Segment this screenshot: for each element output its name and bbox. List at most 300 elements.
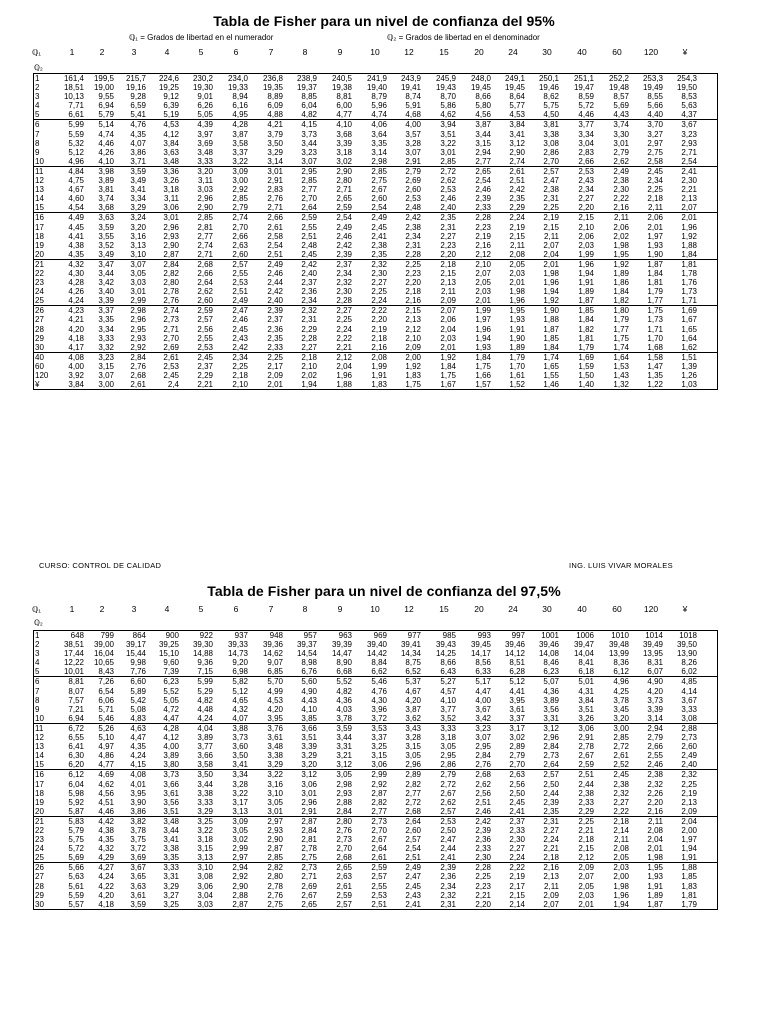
table-cell: 1,88 xyxy=(681,863,697,873)
table-cell: 5,96 xyxy=(371,101,387,111)
table-cell: 3,18 xyxy=(163,185,179,195)
table-cell: 2,04 xyxy=(336,361,352,371)
row-group xyxy=(34,816,717,862)
table-row xyxy=(34,844,717,853)
table-cell: 1,94 xyxy=(613,899,629,909)
table-cell: 1,98 xyxy=(647,853,663,863)
table-cell: 4,53 xyxy=(163,120,179,130)
table-cell: 2,27 xyxy=(578,194,594,204)
table-cell: 3,87 xyxy=(405,704,421,714)
table-cell: 2,71 xyxy=(681,147,697,157)
table-cell: 4,35 xyxy=(130,742,146,752)
table-cell: 2,87 xyxy=(301,816,317,826)
column-header-cell: 6 xyxy=(233,47,239,57)
table-cell: 1,86 xyxy=(613,278,629,288)
table-cell: 4,00 xyxy=(163,742,179,752)
table-cell: 8,56 xyxy=(475,658,491,668)
table-cell: 2,37 xyxy=(267,315,283,325)
table-cell: 19,48 xyxy=(608,83,629,93)
table-row xyxy=(34,185,717,194)
table-row xyxy=(34,631,717,640)
table-cell: 2,35 xyxy=(543,806,559,816)
table-row xyxy=(34,306,717,315)
table-cell: 3,67 xyxy=(681,695,697,705)
table-cell: 2,02 xyxy=(301,371,317,380)
table-cell: 2,61 xyxy=(336,881,352,891)
table-cell: 4,46 xyxy=(98,806,114,816)
table-cell: 1,95 xyxy=(647,863,663,873)
table-cell: 4,40 xyxy=(647,110,663,120)
table-cell: 3,23 xyxy=(301,147,317,157)
table-cell: 19,16 xyxy=(125,83,146,93)
table-cell: 2,68 xyxy=(336,853,352,863)
column-header-cell: 4 xyxy=(164,47,170,57)
table-row xyxy=(34,92,717,101)
table-cell: 2,01 xyxy=(647,222,663,232)
table-row xyxy=(34,157,717,166)
table-cell: 2,36 xyxy=(267,324,283,334)
table-cell: 3,21 xyxy=(336,751,352,761)
table-cell: 2,88 xyxy=(681,723,697,733)
table-row xyxy=(34,760,717,769)
row-df-label: 18 xyxy=(35,788,44,798)
table-cell: 6,04 xyxy=(301,101,317,111)
row-group xyxy=(34,676,717,722)
table-cell: 2,34 xyxy=(440,881,456,891)
table-cell: 2,54 xyxy=(681,156,697,166)
table-cell: 2,12 xyxy=(405,324,421,334)
table-cell: 4,76 xyxy=(130,120,146,130)
table-cell: 3,89 xyxy=(98,176,114,186)
table-cell: 8,51 xyxy=(509,658,525,668)
table-cell: 2,47 xyxy=(543,176,559,186)
table-cell: 19,50 xyxy=(676,83,697,93)
table-cell: 2,75 xyxy=(647,147,663,157)
table-cell: 2,38 xyxy=(371,240,387,250)
table-cell: 4,36 xyxy=(543,686,559,696)
table-cell: 7,21 xyxy=(68,704,84,714)
table-cell: 4,22 xyxy=(98,881,114,891)
table-cell: 2,82 xyxy=(163,268,179,278)
table-cell: 3,63 xyxy=(98,213,114,223)
table-cell: 1,70 xyxy=(647,333,663,343)
table-cell: 8,62 xyxy=(543,92,559,102)
table-cell: 2,03 xyxy=(578,240,594,250)
table-cell: 3,56 xyxy=(543,704,559,714)
row-df-label: 12 xyxy=(35,733,44,743)
table-cell: 2,61 xyxy=(509,166,525,176)
table-cell: 39,50 xyxy=(676,640,697,650)
table-row xyxy=(34,687,717,696)
table-cell: 230,2 xyxy=(192,74,213,83)
table-cell: 6,20 xyxy=(68,760,84,770)
table-cell: 2,51 xyxy=(267,249,283,259)
table-cell: 6,52 xyxy=(405,667,421,677)
table-cell: 3,41 xyxy=(130,185,146,195)
table-cell: 4,47 xyxy=(475,686,491,696)
table-cell: 2,18 xyxy=(301,352,317,362)
table-cell: 5,07 xyxy=(543,677,559,687)
table-cell: 2,20 xyxy=(405,278,421,288)
table-cell: 250,1 xyxy=(538,74,559,83)
table-cell: 2,67 xyxy=(371,835,387,845)
table-cell: 1,26 xyxy=(681,371,697,380)
table-cell: 2,32 xyxy=(440,890,456,900)
table-cell: 2,62 xyxy=(613,156,629,166)
table-cell: 1,99 xyxy=(371,361,387,371)
table-cell: 2,46 xyxy=(232,315,248,325)
table-cell: 4,62 xyxy=(440,110,456,120)
table-cell: 4,35 xyxy=(130,129,146,139)
table-cell: 3,55 xyxy=(98,231,114,241)
table-cell: 4,35 xyxy=(68,249,84,259)
table-cell: 4,36 xyxy=(336,695,352,705)
table-cell: 2,53 xyxy=(232,278,248,288)
table-cell: 2,37 xyxy=(301,278,317,288)
table-cell: 2,24 xyxy=(371,296,387,306)
table-cell: 4,97 xyxy=(98,742,114,752)
column-header-cell: 9 xyxy=(337,604,343,614)
table-cell: 2,63 xyxy=(509,770,525,780)
table-cell: 3,44 xyxy=(301,138,317,148)
table-cell: 2,19 xyxy=(475,231,491,241)
table-row xyxy=(34,853,717,862)
table-cell: 2,23 xyxy=(475,222,491,232)
table-cell: 2,51 xyxy=(405,853,421,863)
table-cell: 2,36 xyxy=(475,835,491,845)
table-cell: 9,28 xyxy=(130,92,146,102)
table-cell: 3,73 xyxy=(301,129,317,139)
table-cell: 1,81 xyxy=(681,890,697,900)
table-cell: 1018 xyxy=(679,631,697,640)
table-cell: 7,76 xyxy=(130,667,146,677)
table-cell: 2,97 xyxy=(267,816,283,826)
table-cell: 1,81 xyxy=(578,333,594,343)
table-cell: 1,84 xyxy=(681,249,697,259)
table-cell: 2,80 xyxy=(336,816,352,826)
table-cell: 3,58 xyxy=(197,760,213,770)
table-cell: 3,32 xyxy=(98,342,114,352)
table-cell: 3,43 xyxy=(405,723,421,733)
table-cell: 2,12 xyxy=(578,853,594,863)
table-cell: 5,98 xyxy=(68,788,84,798)
table-cell: 3,44 xyxy=(475,129,491,139)
table-cell: 799 xyxy=(100,631,114,640)
table-row xyxy=(34,203,717,212)
table-cell: 2,17 xyxy=(267,361,283,371)
table-cell: 2,59 xyxy=(371,863,387,873)
table-cell: 2,21 xyxy=(578,825,594,835)
table-cell: 2,62 xyxy=(440,797,456,807)
table-row xyxy=(34,742,717,751)
table-cell: 8,75 xyxy=(405,658,421,668)
table-cell: 2,71 xyxy=(267,203,283,213)
table-cell: 3,03 xyxy=(197,899,213,909)
column-header-cell: 10 xyxy=(370,47,380,57)
table-cell: 3,26 xyxy=(578,713,594,723)
table-cell: 3,41 xyxy=(232,760,248,770)
table-cell: 3,84 xyxy=(509,120,525,130)
row-df-label: 14 xyxy=(35,751,44,761)
table-cell: 3,31 xyxy=(163,872,179,882)
table-cell: 2,66 xyxy=(647,742,663,752)
table-cell: 2,42 xyxy=(301,259,317,269)
table-cell: 2,38 xyxy=(613,176,629,186)
table-cell: 2,09 xyxy=(440,296,456,306)
table-cell: 2,09 xyxy=(681,806,697,816)
table-cell: 2,20 xyxy=(475,899,491,909)
table-cell: 4,76 xyxy=(371,686,387,696)
table-row xyxy=(34,325,717,334)
table-cell: 3,15 xyxy=(197,844,213,854)
table-cell: 6,30 xyxy=(68,751,84,761)
table-cell: 2,66 xyxy=(267,213,283,223)
table-cell: 3,37 xyxy=(232,147,248,157)
table-cell: 2,25 xyxy=(475,872,491,882)
table-cell: 3,23 xyxy=(475,723,491,733)
table-cell: 8,84 xyxy=(371,658,387,668)
table-cell: 3,33 xyxy=(163,863,179,873)
table-cell: 2,13 xyxy=(681,194,697,204)
table-cell: 2,18 xyxy=(232,371,248,380)
table-cell: 3,68 xyxy=(98,203,114,213)
table-cell: 6,33 xyxy=(475,667,491,677)
table-cell: 2,07 xyxy=(543,240,559,250)
table-cell: 2,88 xyxy=(232,890,248,900)
table-cell: 39,46 xyxy=(538,640,559,650)
table-cell: 5,83 xyxy=(68,816,84,826)
column-header-cell: ¥ xyxy=(682,47,688,57)
column-header-cell: ¥ xyxy=(682,604,688,614)
table-cell: 3,05 xyxy=(267,797,283,807)
table-cell: 2,31 xyxy=(440,899,456,909)
table-cell: 2,16 xyxy=(475,240,491,250)
table-cell: 3,40 xyxy=(98,287,114,297)
table-cell: 2,23 xyxy=(405,268,421,278)
table-cell: 2,06 xyxy=(647,213,663,223)
table-cell: 3,06 xyxy=(197,881,213,891)
table-cell: 2,53 xyxy=(440,185,456,195)
row-group xyxy=(34,166,717,212)
table-cell: 4,00 xyxy=(68,361,84,371)
table-cell: 2,01 xyxy=(681,213,697,223)
table-cell: 2,42 xyxy=(509,185,525,195)
table-cell: 3,00 xyxy=(232,176,248,186)
table-cell: 19,00 xyxy=(93,83,114,93)
table-cell: 2,00 xyxy=(681,825,697,835)
table-cell: 3,26 xyxy=(163,176,179,186)
table-cell: 1,89 xyxy=(578,287,594,297)
table-cell: 4,68 xyxy=(405,110,421,120)
table-cell: 4,37 xyxy=(681,110,697,120)
row-df-label: 28 xyxy=(35,881,44,891)
table-cell: 1,81 xyxy=(681,259,697,269)
table-cell: 3,51 xyxy=(163,806,179,816)
table-cell: 3,50 xyxy=(197,770,213,780)
table-cell: 2,39 xyxy=(336,249,352,259)
column-header-cell: 120 xyxy=(643,47,659,57)
table-cell: 3,24 xyxy=(130,213,146,223)
table-row xyxy=(34,287,717,296)
table-cell: 3,06 xyxy=(163,203,179,213)
table-cell: 3,28 xyxy=(405,138,421,148)
table-cell: 5,57 xyxy=(68,899,84,909)
table-cell: 2,19 xyxy=(509,872,525,882)
table-cell: 39,49 xyxy=(642,640,663,650)
table-cell: 2,49 xyxy=(336,222,352,232)
table-cell: 2,97 xyxy=(232,853,248,863)
column-header-cell: 40 xyxy=(577,604,587,614)
row-df-label: 20 xyxy=(35,806,44,816)
table-cell: 2,01 xyxy=(543,259,559,269)
table-cell: 4,00 xyxy=(475,695,491,705)
table-cell: 2,30 xyxy=(613,185,629,195)
table-cell: 3,89 xyxy=(543,695,559,705)
table-cell: 3,27 xyxy=(647,129,663,139)
table-cell: 4,23 xyxy=(68,306,84,316)
table-cell: 2,34 xyxy=(232,352,248,362)
table-cell: 2,70 xyxy=(301,194,317,204)
table-cell: 2,47 xyxy=(232,306,248,316)
table-cell: 1,59 xyxy=(578,361,594,371)
table-cell: 2,68 xyxy=(475,770,491,780)
table-cell: 1,85 xyxy=(681,872,697,882)
table-cell: 2,50 xyxy=(509,788,525,798)
table-cell: 2,57 xyxy=(371,872,387,882)
table-cell: 3,34 xyxy=(578,129,594,139)
table-cell: 4,10 xyxy=(98,156,114,166)
table-cell: 2,27 xyxy=(301,342,317,352)
table-cell: 3,52 xyxy=(98,240,114,250)
table-row xyxy=(34,826,717,835)
table-cell: 2,49 xyxy=(405,863,421,873)
table-cell: 5,32 xyxy=(68,138,84,148)
table-cell: 19,45 xyxy=(504,83,525,93)
table-cell: 5,99 xyxy=(68,120,84,130)
table-cell: 993 xyxy=(477,631,491,640)
row-df-label: 3 xyxy=(35,649,40,659)
table-cell: 3,66 xyxy=(163,779,179,789)
table-cell: 2,99 xyxy=(130,296,146,306)
table-cell: 1,89 xyxy=(613,268,629,278)
table-cell: 4,46 xyxy=(98,138,114,148)
table-cell: 3,22 xyxy=(232,156,248,166)
table-cell: 2,15 xyxy=(440,268,456,278)
column-header-cell: 15 xyxy=(439,604,449,614)
table-cell: 2,37 xyxy=(197,361,213,371)
table-cell: 5,71 xyxy=(98,704,114,714)
row-df-label: 12 xyxy=(35,176,44,186)
table-cell: 1,73 xyxy=(681,287,697,297)
table-cell: 3,04 xyxy=(197,890,213,900)
table-cell: 2,38 xyxy=(647,770,663,780)
table-cell: 3,38 xyxy=(163,844,179,854)
table-cell: 2,09 xyxy=(267,371,283,380)
table-cell: 8,57 xyxy=(613,92,629,102)
table-cell: 2,60 xyxy=(405,825,421,835)
row-group xyxy=(34,259,717,305)
table-cell: 2,00 xyxy=(613,872,629,882)
table-cell: 3,77 xyxy=(440,704,456,714)
table-cell: 2,50 xyxy=(543,779,559,789)
table-cell: 3,56 xyxy=(163,797,179,807)
table-cell: 2,49 xyxy=(267,259,283,269)
table-cell: 3,25 xyxy=(197,816,213,826)
table-cell: 2,32 xyxy=(336,278,352,288)
table-cell: 6,94 xyxy=(98,101,114,111)
table-cell: 2,78 xyxy=(301,844,317,854)
table-cell: 2,87 xyxy=(232,899,248,909)
table-cell: 1,93 xyxy=(647,240,663,250)
table-cell: 1,84 xyxy=(613,287,629,297)
table-cell: 2,85 xyxy=(301,176,317,186)
table-cell: 2,05 xyxy=(578,881,594,891)
table-cell: 3,64 xyxy=(371,129,387,139)
table-cell: 8,07 xyxy=(68,686,84,696)
table-cell: 3,14 xyxy=(267,156,283,166)
table-cell: 1,97 xyxy=(475,315,491,325)
table-cell: 2,05 xyxy=(509,259,525,269)
table-cell: 1,67 xyxy=(440,380,456,390)
table-cell: 2,66 xyxy=(197,268,213,278)
table-cell: 2,44 xyxy=(267,278,283,288)
table-cell: 1,65 xyxy=(543,361,559,371)
table-cell: 4,27 xyxy=(98,863,114,873)
table-cell: 2,40 xyxy=(440,203,456,213)
table-cell: 1,98 xyxy=(509,287,525,297)
table-cell: 1,64 xyxy=(613,352,629,362)
table-cell: 2,24 xyxy=(509,853,525,863)
column-header-cell: 30 xyxy=(542,47,552,57)
table-cell: 2,34 xyxy=(647,176,663,186)
table-cell: 2,46 xyxy=(475,806,491,816)
table-cell: 2,10 xyxy=(405,333,421,343)
table-cell: 2,39 xyxy=(475,194,491,204)
table-cell: 3,33 xyxy=(98,333,114,343)
table-cell: 2,70 xyxy=(371,825,387,835)
table-cell: 2,46 xyxy=(336,231,352,241)
row-df-label: 13 xyxy=(35,185,44,195)
row-group xyxy=(34,769,717,815)
table-cell: 2,45 xyxy=(371,222,387,232)
table-cell: 19,33 xyxy=(227,83,248,93)
table-cell: 2,24 xyxy=(336,324,352,334)
table-row xyxy=(34,101,717,110)
table-cell: 3,74 xyxy=(98,194,114,204)
table-cell: 1014 xyxy=(645,631,663,640)
table-cell: 13,95 xyxy=(642,649,663,659)
table-cell: 4,53 xyxy=(509,110,525,120)
table-cell: 2,22 xyxy=(509,863,525,873)
table-cell: 12,22 xyxy=(63,658,84,668)
table-cell: 2,64 xyxy=(197,278,213,288)
table-cell: 8,90 xyxy=(336,658,352,668)
table-cell: 4,82 xyxy=(336,686,352,696)
table-cell: 3,51 xyxy=(301,733,317,743)
row-df-label: 24 xyxy=(35,287,44,297)
table-cell: 6,06 xyxy=(98,695,114,705)
table-cell: 2,31 xyxy=(543,816,559,826)
table-cell: 3,86 xyxy=(130,147,146,157)
table-cell: 3,63 xyxy=(130,881,146,891)
table-row xyxy=(34,74,717,83)
table-cell: 2,21 xyxy=(681,185,697,195)
table-row xyxy=(34,751,717,760)
table-cell: 240,5 xyxy=(331,74,352,83)
table-cell: 2,84 xyxy=(130,352,146,362)
table-cell: 8,64 xyxy=(509,92,525,102)
table-cell: 2,51 xyxy=(475,797,491,807)
